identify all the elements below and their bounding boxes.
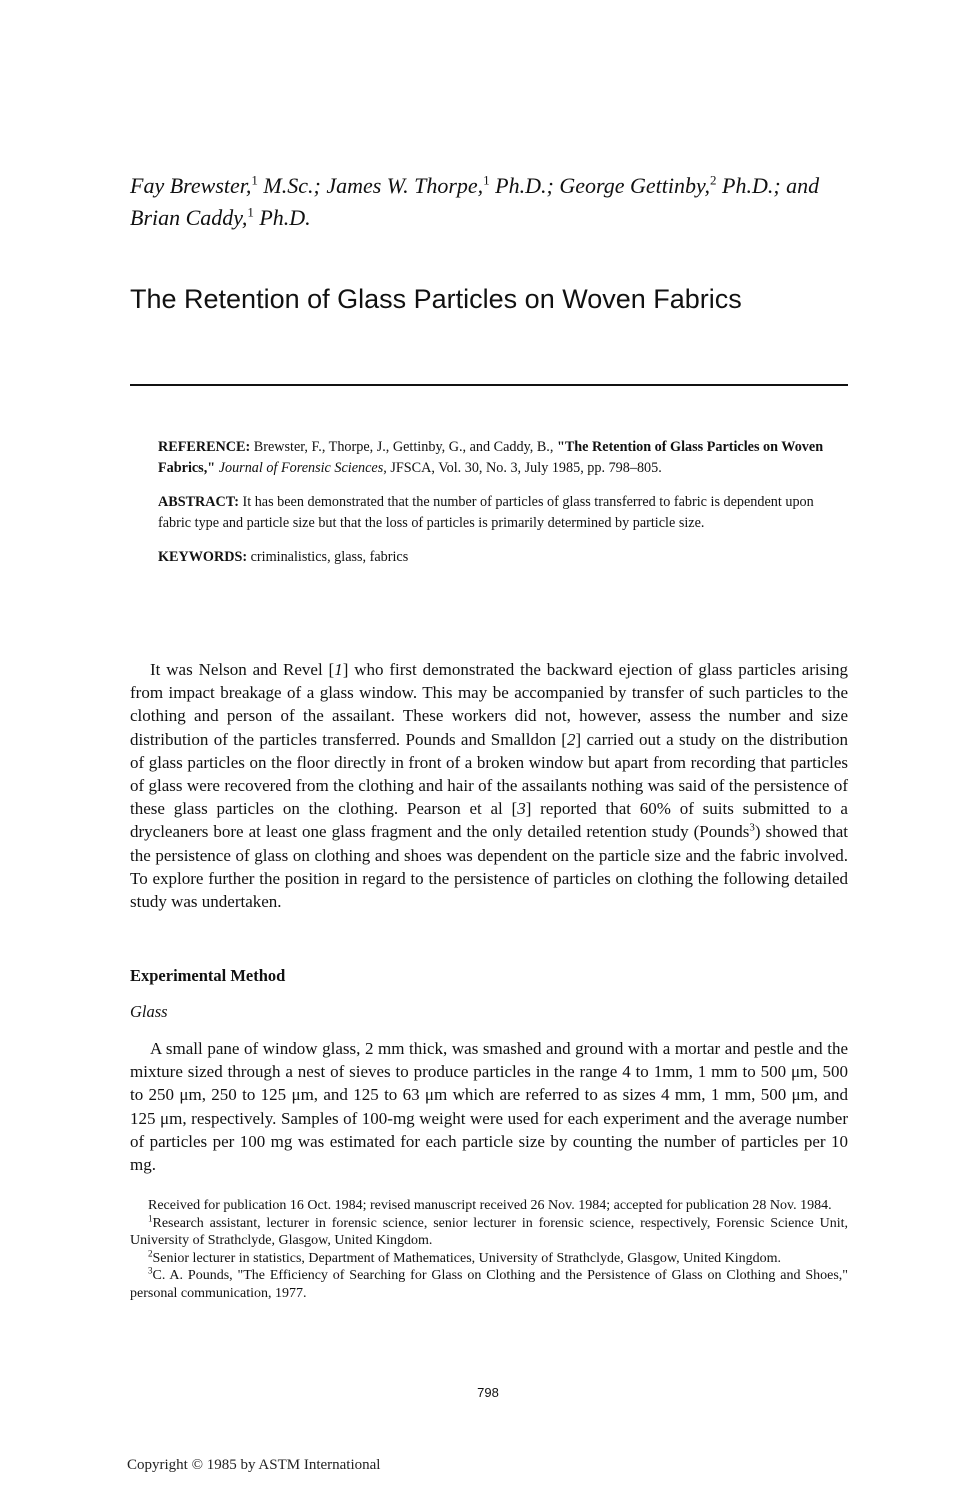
- copyright-notice: Copyright © 1985 by ASTM International: [127, 1457, 381, 1473]
- intro-body: [130, 658, 848, 913]
- author-degree: M.Sc.;: [257, 173, 327, 198]
- footnote-1: [130, 1212, 848, 1250]
- intro-text: ] who first demonstrated the backward ejection of glass particles arising from impact breakage of a glass window. This may be accompanied by transfer of such particles to the clothing and person of the assailant. These workers did not, however, assess the number and size distribution of the particles transferred. Pounds and Smalldon [: [130, 660, 848, 749]
- footnote-mark: 3: [148, 1265, 153, 1276]
- intro-text: It was Nelson and Revel [: [150, 660, 335, 679]
- section-heading: Experimental Method: [130, 966, 286, 985]
- footnote-text: Research assistant, lecturer in forensic science, senior lecturer in forensic science, respectively, Forensic Science Unit, University of Strathclyde, Glasgow, United Kingdom.: [130, 1215, 848, 1248]
- author-name: James W. Thorpe,: [326, 173, 484, 198]
- intro-text: ] reported that 60% of suits submitted to a drycleaners bore at least one glass fragment and the only detailed retention study (Pounds: [130, 799, 848, 842]
- intro-text: ] carried out a study on the distribution of glass particles on the floor directly in front of a broken window but apart from recording that particles of glass were recovered from the clothing and hair of the assailants nothing was said of the persistence of these glass particles on the clothing. Pearson et al [: [130, 729, 848, 819]
- intro-text: ) showed that the persistence of glass on clothing and shoes was dependent on the particle size and the fabric involved. To explore further the position in regard to the persistence of particles on clothing the following detailed study was undertaken.: [130, 822, 848, 912]
- author-name: George Gettinby,: [559, 173, 711, 198]
- footnote-text: C. A. Pounds, "The Efficiency of Searching for Glass on Clothing and the Persistence of Glass on Clothing and Shoes," personal communication, 1977.: [130, 1268, 848, 1301]
- reference-label: REFERENCE:: [158, 439, 251, 455]
- keywords-text: criminalistics, glass, fabrics: [247, 549, 409, 565]
- abstract-block: [158, 437, 830, 582]
- footnote-received: Received for publication 16 Oct. 1984; revised manuscript received 26 Nov. 1984; accepted for publication 28 Nov. 1984.: [148, 1198, 832, 1213]
- affiliation-mark: 1: [483, 172, 490, 188]
- affiliation-mark: 1: [251, 172, 258, 188]
- abstract-paragraph: [158, 492, 830, 533]
- intro-paragraph: [130, 658, 848, 913]
- author-degree: Ph.D.: [253, 205, 311, 230]
- abstract-label: ABSTRACT:: [158, 494, 239, 510]
- author-degree: Ph.D.;: [489, 173, 560, 198]
- footnote-mark: 1: [148, 1212, 153, 1223]
- reference-journal: Journal of Forensic Sciences: [215, 459, 384, 476]
- citation-ref: 2: [566, 729, 576, 749]
- footnote-2: [130, 1247, 848, 1268]
- reference-title: "The Retention of Glass Particles on Woven Fabrics,": [158, 439, 824, 476]
- abstract-text: It has been demonstrated that the number of particles of glass transferred to fabric is dependent upon fabric type and particle size but that the loss of particles is primarily determined by particle size.: [158, 494, 814, 531]
- method-paragraph: A small pane of window glass, 2 mm thick, was smashed and ground with a mortar and pestle and the mixture sized through a nest of sieves to produce particles in the range 4 to 1mm, 1 mm to 500 μm, 500 to 250 μm, 250 to 125 μm, and 125 to 63 μm which are referred to as sizes 4 mm, 1 mm, 500 μm, and 125 μm, respectively. Samples of 100-mg weight were used for each experiment and the average number of particles per 100 mg was estimated for each particle size by counting the number of particles per 10 mg.: [130, 1039, 848, 1175]
- reference-details: , JFSCA, Vol. 30, No. 3, July 1985, pp. 798–805.: [383, 459, 662, 476]
- paper-title: The Retention of Glass Particles on Woven Fabrics: [130, 284, 742, 314]
- footnotes: [130, 1197, 848, 1302]
- keywords-paragraph: [158, 547, 830, 568]
- footnote-text: Senior lecturer in statistics, Department of Mathematices, University of Strathclyde, Glasgow, United Kingdom.: [152, 1250, 782, 1266]
- footnote-mark: 2: [148, 1247, 153, 1258]
- reference-paragraph: [158, 437, 830, 478]
- method-body: [130, 1037, 848, 1176]
- affiliation-mark: 2: [710, 172, 717, 188]
- subsection-heading: Glass: [130, 1002, 168, 1021]
- citation-ref: 1: [334, 660, 343, 679]
- author-name: Brian Caddy,: [130, 205, 248, 230]
- keywords-label: KEYWORDS:: [158, 549, 248, 565]
- affiliation-mark: 1: [247, 204, 254, 220]
- author-list: [130, 170, 860, 234]
- footnote-ref: 3: [749, 821, 755, 834]
- page-number: 798: [477, 1385, 499, 1400]
- title-divider: [130, 384, 848, 386]
- citation-ref: 3: [517, 799, 526, 819]
- author-name: Fay Brewster,: [130, 173, 252, 198]
- reference-authors: Brewster, F., Thorpe, J., Gettinby, G., and Caddy, B.,: [250, 439, 557, 455]
- footnote-3: [130, 1267, 848, 1302]
- author-degree: Ph.D.; and: [716, 173, 820, 198]
